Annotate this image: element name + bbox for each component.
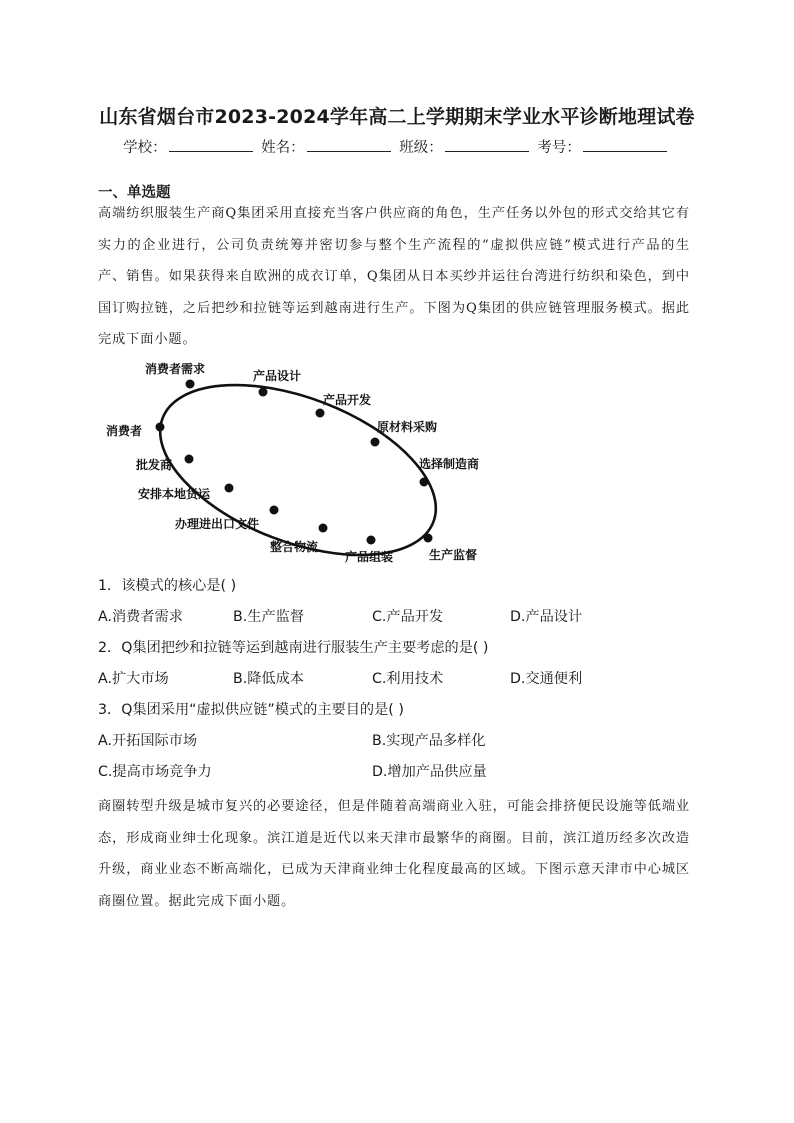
- label-product-assembly: 产品组装: [345, 550, 394, 564]
- name-label: 姓名：: [261, 140, 305, 156]
- student-info-line: [0, 136, 794, 157]
- question-3-stem: 3．Q集团采用“虚拟供应链”模式的主要目的是( ): [98, 702, 404, 718]
- node-consumer: [156, 423, 165, 432]
- passage-1: 高端纺织服装生产商Q集团采用直接充当客户供应商的角色，生产任务以外包的形式交给其它有实力的企业进行，公司负责统筹并密切参与整个生产流程的“虚拟供应链”模式进行产品的生产、销售。如果获得来自欧洲的成衣订单，Q集团从日本买纱并运往台湾进行纺织和染色，到中国订购拉链，之后把纱和拉链等运到越南进行生产。下图为Q集团的供应链管理服务模式。据此完成下面小题。: [98, 206, 690, 347]
- label-product-development: 产品开发: [323, 393, 372, 407]
- q1-option-c[interactable]: C.产品开发: [372, 609, 444, 625]
- node-wholesaler: [185, 455, 194, 464]
- node-product-design: [259, 388, 268, 397]
- q1-option-d[interactable]: D.产品设计: [510, 609, 583, 625]
- label-consumer-demand: 消费者需求: [145, 362, 206, 376]
- q2-option-d[interactable]: D.交通便利: [510, 671, 583, 687]
- id-label: 考号：: [537, 140, 581, 156]
- node-local-freight: [225, 484, 234, 493]
- label-material-purchase: 原材料采购: [377, 420, 438, 434]
- node-import-export-docs: [270, 506, 279, 515]
- question-2-stem: 2．Q集团把纱和拉链等运到越南进行服装生产主要考虑的是( ): [98, 640, 489, 656]
- q3-option-c[interactable]: C.提高市场竞争力: [98, 764, 212, 780]
- question-1-stem: 1．该模式的核心是( ): [98, 578, 237, 594]
- school-label: 学校：: [123, 140, 167, 156]
- node-integrated-logistics: [319, 524, 328, 533]
- passage-2: 商圈转型升级是城市复兴的必要途径，但是伴随着高端商业入驻，可能会排挤便民设施等低端业态，形成商业绅士化现象。滨江道是近代以来天津市最繁华的商圈。目前，滨江道历经多次改造升级，商业业态不断高端化，已成为天津商业绅士化程度最高的区域。下图示意天津市中心城区商圈位置。据此完成下面小题。: [98, 799, 690, 909]
- node-product-development: [316, 409, 325, 418]
- q3-option-d[interactable]: D.增加产品供应量: [372, 764, 487, 780]
- node-material-purchase: [371, 438, 380, 447]
- q2-option-a[interactable]: A.扩大市场: [98, 671, 169, 687]
- class-label: 班级：: [399, 140, 443, 156]
- class-blank[interactable]: [445, 139, 529, 152]
- q3-option-b[interactable]: B.实现产品多样化: [372, 733, 486, 749]
- label-product-design: 产品设计: [253, 369, 302, 383]
- school-blank[interactable]: [169, 139, 253, 152]
- label-production-supervision: 生产监督: [429, 548, 478, 562]
- supply-chain-diagram: [98, 355, 498, 575]
- q1-option-b[interactable]: B.生产监督: [233, 609, 304, 625]
- label-import-export-docs: 办理进出口文件: [175, 517, 260, 531]
- label-select-manufacturer: 选择制造商: [419, 457, 480, 471]
- node-production-supervision: [424, 534, 433, 543]
- q2-option-c[interactable]: C.利用技术: [372, 671, 444, 687]
- node-consumer-demand: [186, 380, 195, 389]
- id-blank[interactable]: [583, 139, 667, 152]
- node-select-manufacturer: [420, 478, 429, 487]
- exam-title: 山东省烟台市2023-2024学年高二上学期期末学业水平诊断地理试卷: [99, 106, 695, 128]
- q3-option-a[interactable]: A.开拓国际市场: [98, 733, 198, 749]
- q2-option-b[interactable]: B.降低成本: [233, 671, 304, 687]
- label-consumer: 消费者: [106, 424, 143, 438]
- section-heading: 一、单选题: [98, 185, 171, 201]
- label-integrated-logistics: 整合物流: [270, 540, 319, 554]
- label-local-freight: 安排本地货运: [138, 487, 211, 501]
- name-blank[interactable]: [307, 139, 391, 152]
- node-product-assembly: [367, 536, 376, 545]
- label-wholesaler: 批发商: [136, 458, 173, 472]
- q1-option-a[interactable]: A.消费者需求: [98, 609, 183, 625]
